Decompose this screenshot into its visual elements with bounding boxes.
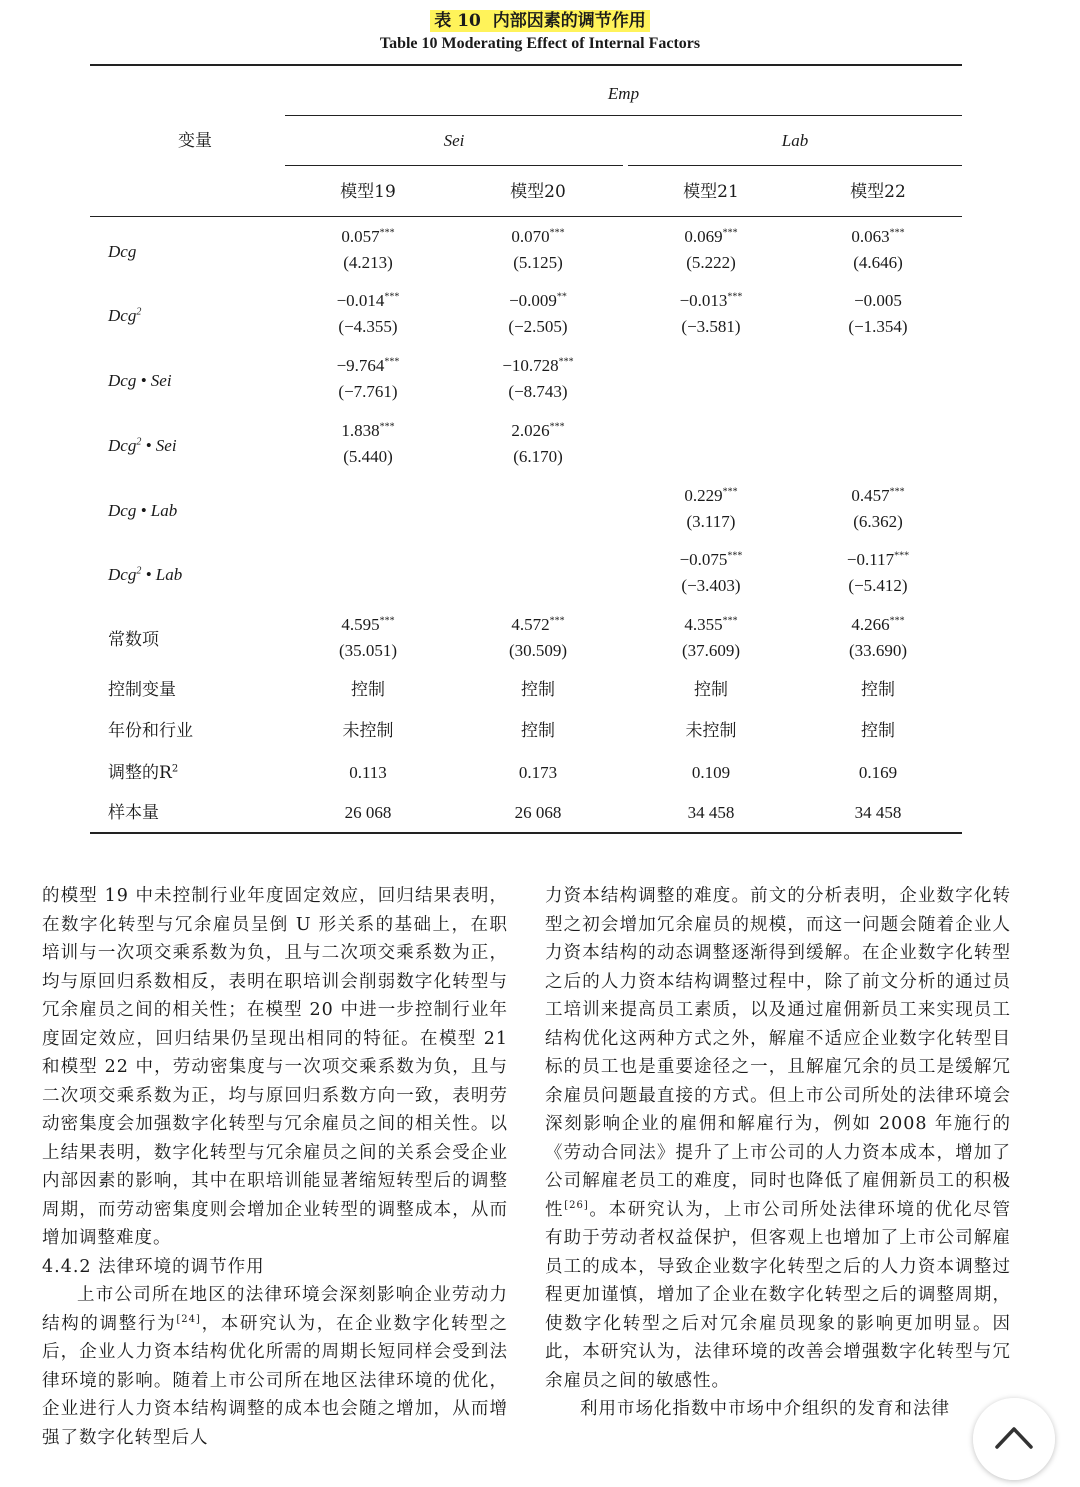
- row-label: 常数项: [108, 630, 159, 650]
- summary-cell: 0.173: [518, 763, 558, 782]
- coefficient-cell: −0.005: [854, 291, 902, 310]
- coefficient-cell: 0.063***: [851, 227, 905, 246]
- header-bottom-rule: [90, 216, 962, 217]
- t-stat-cell: (−5.412): [848, 576, 908, 595]
- paragraph: 上市公司所在地区的法律环境会深刻影响企业劳动力结构的调整行为[24]，本研究认为，在企业数字化转型之后，企业人力资本结构优化所需的周期长短同样会受到法律环境的影响。随着上市公司所在地区法律环境的优化，企业进行人力资本结构调整的成本也会随之增加，从而增强了数字化转型后人: [42, 1285, 509, 1448]
- t-stat-cell: (35.051): [338, 641, 398, 660]
- coefficient-cell: −0.013***: [679, 291, 743, 310]
- row-label: 控制变量: [108, 680, 176, 700]
- summary-cell: 控制: [351, 680, 385, 699]
- t-stat-cell: (−1.354): [848, 317, 908, 336]
- emp-underline: [285, 115, 962, 116]
- row-label: Dcg • Sei: [108, 371, 172, 390]
- summary-cell: 34 458: [687, 803, 735, 822]
- variable-header: 变量: [178, 131, 212, 151]
- summary-cell: 控制: [861, 721, 895, 740]
- summary-cell: 控制: [521, 680, 555, 699]
- sei-underline: [285, 165, 623, 166]
- row-label: Dcg: [108, 242, 137, 261]
- coefficient-cell: 4.266***: [851, 615, 905, 634]
- summary-cell: 26 068: [344, 803, 392, 822]
- summary-cell: 0.109: [691, 763, 731, 782]
- summary-cell: 0.169: [858, 763, 898, 782]
- table-caption-en: Table 10 Moderating Effect of Internal Factors: [379, 35, 701, 52]
- lab-underline: [628, 165, 962, 166]
- text-column-right: [545, 882, 1011, 1424]
- coefficient-cell: 2.026***: [511, 421, 565, 440]
- row-label: 调整的$R^2$: [108, 763, 179, 783]
- group-header-lab: Lab: [781, 131, 809, 150]
- coefficient-cell: 4.355***: [684, 615, 738, 634]
- summary-cell: 未控制: [685, 721, 737, 740]
- summary-cell: 34 458: [854, 803, 902, 822]
- t-stat-cell: (5.440): [343, 447, 393, 466]
- t-stat-cell: (3.117): [686, 512, 736, 531]
- paragraph: 的模型 19 中未控制行业年度固定效应，回归结果表明，在数字化转型与冗余雇员呈倒 U 形关系的基础上，在职培训与一次项交乘系数为负，且与二次项交乘系数为正，均与原回归系数相反，表明在职培训会削弱数字化转型与冗余雇员之间的相关性；在模型 20 中进一步控制行业年度固定效应，回归结果仍呈现出相同的特征。在模型 21 和模型 22 中，劳动密集度与一次项交乘系数为负，且与二次项交乘系数为正，均与原回归系数方向一致，表明劳动密集度会加强数字化转型与冗余雇员之间的相关性。以上结果表明，数字化转型与冗余雇员之间的关系会受企业内部因素的影响，其中在职培训能显著缩短转型后的调整周期，而劳动密集度则会增加企业转型的调整成本，从而增加调整难度。: [42, 886, 508, 1248]
- t-stat-cell: (−3.581): [681, 317, 741, 336]
- table-top-rule: [90, 64, 962, 66]
- t-stat-cell: (−8.743): [508, 382, 568, 401]
- coefficient-cell: 0.070***: [511, 227, 565, 246]
- model-header: 模型19: [340, 182, 396, 202]
- coefficient-cell: 1.838***: [341, 421, 395, 440]
- coefficient-cell: −0.117***: [846, 550, 910, 569]
- summary-cell: 26 068: [514, 803, 562, 822]
- group-header-sei: Sei: [443, 131, 465, 150]
- model-header: 模型20: [510, 182, 566, 202]
- row-label: Dcg • Lab: [108, 501, 178, 520]
- coefficient-cell: −0.075***: [679, 550, 743, 569]
- summary-cell: 控制: [694, 680, 728, 699]
- coefficient-cell: 0.457***: [851, 486, 905, 505]
- summary-cell: 控制: [861, 680, 895, 699]
- t-stat-cell: (4.213): [343, 253, 393, 272]
- t-stat-cell: (33.690): [848, 641, 908, 660]
- table-caption-cn: 表 10 内部因素的调节作用: [0, 6, 1080, 31]
- coefficient-cell: −10.728***: [502, 356, 574, 375]
- t-stat-cell: (37.609): [681, 641, 741, 660]
- section-heading: 4.4.2 法律环境的调节作用: [42, 1256, 265, 1277]
- text-column-left: [42, 882, 508, 1452]
- coefficient-cell: 0.057***: [341, 227, 395, 246]
- t-stat-cell: (6.170): [513, 447, 563, 466]
- citation[interactable]: [26]: [564, 1199, 589, 1211]
- row-label: 样本量: [108, 803, 159, 823]
- table-bottom-rule: [90, 832, 962, 834]
- paragraph: 利用市场化指数中市场中介组织的发育和法律: [580, 1399, 950, 1419]
- t-stat-cell: (−2.505): [508, 317, 568, 336]
- coefficient-cell: 4.595***: [341, 615, 395, 634]
- summary-cell: 控制: [521, 721, 555, 740]
- row-label: Dcg$^2$ • Lab: [108, 565, 183, 584]
- coefficient-cell: −0.014***: [336, 291, 400, 310]
- row-label: 年份和行业: [108, 721, 193, 741]
- coefficient-cell: 4.572***: [511, 615, 565, 634]
- row-label: Dcg$^2$: [108, 306, 142, 325]
- t-stat-cell: (−4.355): [338, 317, 398, 336]
- t-stat-cell: (6.362): [853, 512, 903, 531]
- row-label: Dcg$^2$ • Sei: [108, 436, 177, 455]
- scroll-to-top-button[interactable]: [973, 1398, 1055, 1480]
- model-header: 模型21: [683, 182, 739, 202]
- coefficient-cell: 0.069***: [684, 227, 738, 246]
- t-stat-cell: (−3.403): [681, 576, 741, 595]
- coefficient-cell: 0.229***: [684, 486, 738, 505]
- summary-cell: 未控制: [342, 721, 394, 740]
- t-stat-cell: (5.222): [686, 253, 736, 272]
- t-stat-cell: (30.509): [508, 641, 568, 660]
- coefficient-cell: −9.764***: [336, 356, 400, 375]
- citation[interactable]: [24]: [176, 1313, 201, 1325]
- model-header: 模型22: [850, 182, 906, 202]
- coefficient-cell: −0.009**: [509, 291, 567, 310]
- chevron-up-icon: [994, 1424, 1034, 1450]
- t-stat-cell: (−7.761): [338, 382, 398, 401]
- dep-var-header: Emp: [607, 84, 640, 103]
- t-stat-cell: (4.646): [853, 253, 903, 272]
- t-stat-cell: (5.125): [513, 253, 563, 272]
- paragraph: 力资本结构调整的难度。前文的分析表明，企业数字化转型之初会增加冗余雇员的规模，而这一问题会随着企业人力资本结构的动态调整逐渐得到缓解。在企业数字化转型之后的人力资本结构调整过程中，除了前文分析的通过员工培训来提高员工素质，以及通过雇佣新员工来实现员工结构优化这两种方式之外，解雇不适应企业数字化转型目标的员工也是重要途径之一，且解雇冗余的员工是缓解冗余雇员问题最直接的方式。但上市公司所处的法律环境会深刻影响企业的雇佣和解雇行为，例如 2008 年施行的《劳动合同法》提升了上市公司的人力资本成本，增加了公司解雇老员工的难度，同时也降低了雇佣新员工的积极性[26]。本研究认为，上市公司所处法律环境的优化尽管有助于劳动者权益保护，但客观上也增加了上市公司解雇员工的成本，导致企业数字化转型之后的人力资本调整过程更加谨慎，增加了企业在数字化转型之后的调整周期，使数字化转型之后对冗余雇员现象的影响更加明显。因此，本研究认为，法律环境的改善会增强数字化转型与冗余雇员之间的敏感性。: [545, 886, 1012, 1391]
- summary-cell: 0.113: [349, 763, 387, 782]
